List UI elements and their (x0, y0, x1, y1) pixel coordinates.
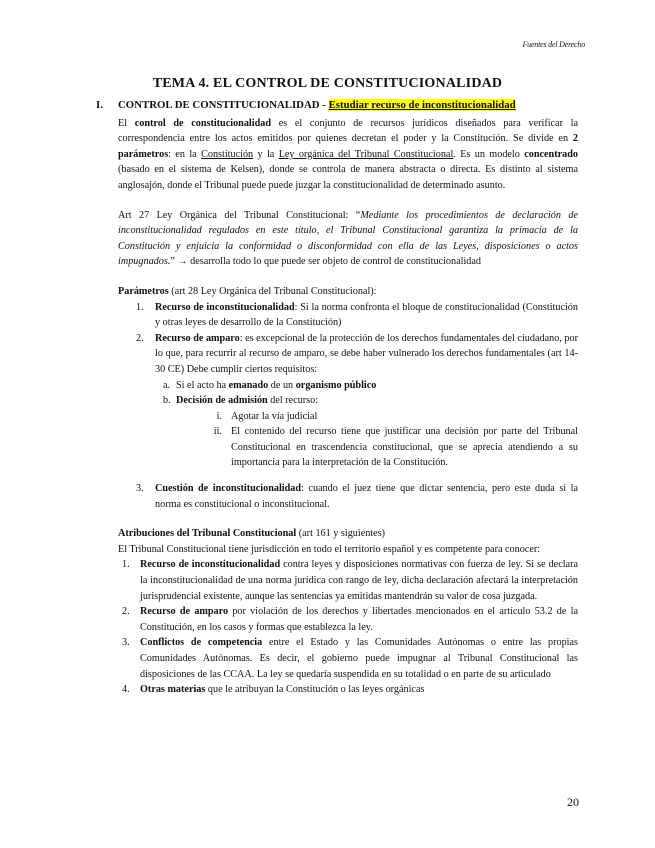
parametros-heading: Parámetros (art 28 Ley Orgánica del Tribunal Constitucional): (118, 285, 377, 297)
list-item: 2. Recurso de amparo: es excepcional de la protección de los derechos fundamentales del ciudadano, por lo que, para recurrir al recurso de amparo, se debe haber vulnerado los derechos fundamentales (art 14-30 CE) Debe cumplir ciertos requisitos: (136, 332, 578, 375)
atribuciones-list (118, 557, 578, 697)
section-heading (96, 98, 578, 114)
list-item: 3. Cuestión de inconstitucionalidad: cuando el juez tiene que dictar sentencia, pero este duda si la norma es constitucional o inconstitucional. (136, 483, 579, 510)
list-item: 1. Recurso de inconstitucionalidad: Si la norma confronta el bloque de constitucionalidad (Constitución y otras leyes de desarrollo de la Constitución) (136, 301, 578, 329)
section-title: CONTROL DE CONSTITUCIONALIDAD - (118, 99, 329, 111)
list-item: 2. Recurso de amparo por violación de los derechos y libertades mencionados en el artículo 53.2 de la Constitución, en los casos y formas que establezca la ley. (122, 606, 578, 633)
art27-paragraph: Art 27 Ley Orgánica del Tribunal Constitucional: “Mediante los procedimientos de declaración de inconstitucionalidad regulados en este título, el Tribunal Constitucional garantiza la primacía de la Constitución y enjuicia la conformidad o disconformidad con ella de las Leyes, disposiciones o actos impugnados.” → desarrolla todo lo que puede ser objeto de control de constitucionalidad (118, 209, 578, 268)
page-title: TEMA 4. EL CONTROL DE CONSTITUCIONALIDAD (152, 76, 503, 91)
intro-paragraph: El control de constitucionalidad es el conjunto de recursos jurídicos diseñados para verificar la correspondencia entre los actos emitidos por quienes decretan el poder y la Constitución. Se divide en 2 parámetros: en la Constitución y la Ley orgánica del Tribunal Constitucional. Es un modelo concentrado (basado en el sistema de Kelsen), donde se controla de manera abstracta o directa. Es distinto al sistema anglosajón, donde el Tribunal puede puede juzgar la constitucionalidad de determinado asunto. (118, 117, 578, 191)
page-number: 20 (567, 795, 579, 809)
sub-sub-list-item: i. Agotar la vía judicial (216, 410, 318, 422)
parametros-list (118, 300, 578, 513)
list-item: 4. Otras materias que le atribuyan la Constitución o las leyes orgánicas (122, 684, 425, 696)
art27-quote: Mediante los procedimientos de declaración de inconstitucionalidad regulados en este título, el Tribunal Constitucional garantiza la primacía de la Constitución y enjuicia la conformidad o disconformidad con ella de las Leyes, disposiciones o actos impugnados. (118, 209, 578, 268)
running-header: Fuentes del Derecho (522, 40, 585, 49)
atribuciones-intro: El Tribunal Constitucional tiene jurisdicción en todo el territorio español y es competente para conocer: (118, 543, 541, 555)
highlighted-note: Estudiar recurso de inconstitucionalidad (328, 99, 516, 111)
document-body (96, 98, 579, 698)
sub-list-item: a. Si el acto ha emanado de un organismo público (163, 379, 377, 391)
sub-sub-list-item: ii. El contenido del recurso tiene que justificar una decisión por parte del Tribunal Constitucional en trascendencia constitucional, que se aprecia atendiendo a su importancia para la interpretación de la Constitución. (213, 426, 578, 469)
section-number: I. (96, 99, 103, 111)
atribuciones-heading: Atribuciones del Tribunal Constitucional (art 161 y siguientes) (118, 528, 386, 540)
list-item: 3. Conflictos de competencia entre el Estado y las Comunidades Autónomas o entre las propias Comunidades Autónomas. Es decir, el gobierno puede impugnar al Tribunal Constitucional las disposiciones de las CCAA. La ley se quedaría suspendida en su totalidad o en parte de su articulado (122, 637, 578, 680)
list-item: 1. Recurso de inconstitucionalidad contra leyes y disposiciones normativas con fuerza de ley. Si se declara la inconstitucionalidad de una norma jurídica con rango de ley, dicha declaración afectará la interpretación jurisprudencial existente, aunque las sentencias ya emitidas mantendrán su valor de cosa juzgada. (122, 559, 578, 602)
sub-list-item: b. Decisión de admisión del recurso: (163, 395, 319, 407)
